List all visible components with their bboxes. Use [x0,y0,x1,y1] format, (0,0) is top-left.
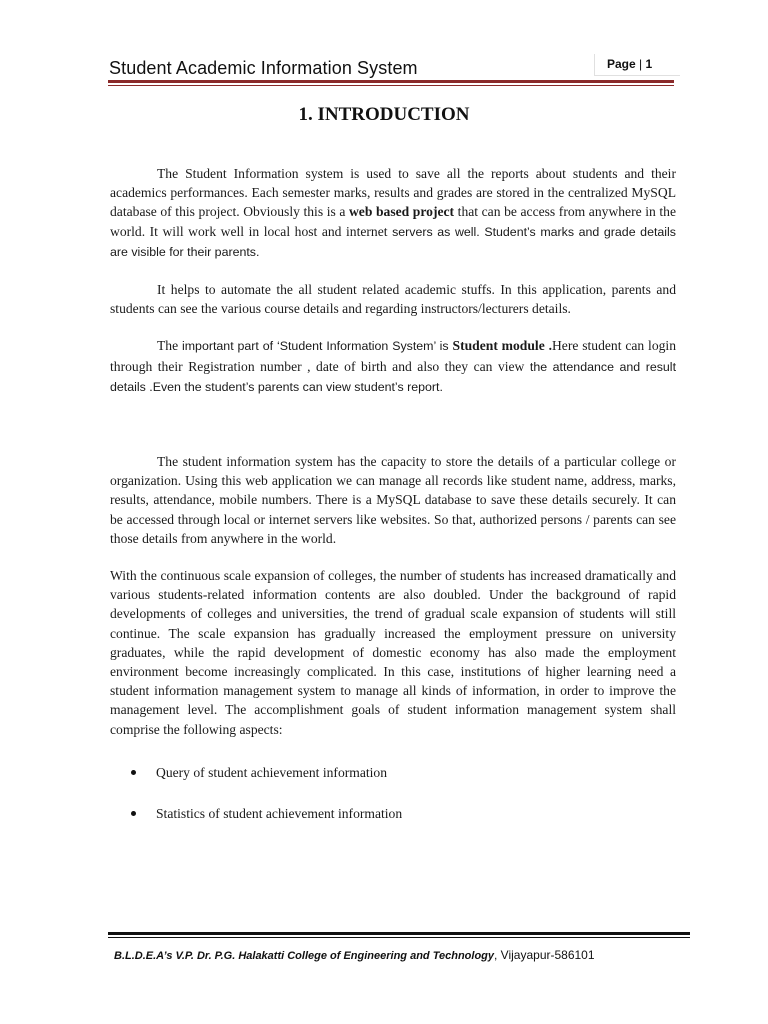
bullet-icon [131,770,136,775]
header-rule-thick [108,80,674,83]
section-heading: 1. INTRODUCTION [298,104,470,125]
paragraph-3-text-b: important part of ‘Student Information System’ is [181,339,453,354]
paragraph-3-bold: Student module . [452,338,552,354]
bullet-list [110,763,676,823]
footer-location: , Vijayapur-586101 [494,948,595,962]
page-separator: | [639,57,643,71]
page-label: Page [607,57,636,71]
page-number-box [594,54,680,76]
list-item [110,804,676,823]
paragraph-5: With the continuous scale expansion of colleges, the number of students has increased dramatically and various students-related information contents are also doubled. Under the background of rapid developments of colleges and universities, the trend of gradual scale expansion of students will still continue. The scale expansion has gradually increased the employment pressure on university graduates, while the rapid development of domestic economy has also made the employment environment become increasingly complicated. In this case, institutions of higher learning need a student information management system to manage all kinds of information, in order to improve the management level. The accomplishment goals of student information management system shall comprise the following aspects: [110,568,676,737]
bullet-icon [131,811,136,816]
list-item-text: Statistics of student achievement information [156,805,403,821]
footer-institution: B.L.D.E.A’s V.P. Dr. P.G. Halakatti College of Engineering and Technology [114,950,495,962]
footer-rule-thin [108,937,690,938]
paragraph-3 [110,336,676,397]
document-body [110,164,676,823]
paragraph-1-bold: web based project [348,204,455,220]
document-footer [114,948,714,962]
paragraph-1-text-b: that can be access from anywhere in the world. It will work well in local host and internet [110,204,676,239]
paragraph-4: The student information system has the capacity to store the details of a particular college or organization. Using this web application we can manage all records like student name, address, marks, results, attendance, mobile numbers. There is a MySQL database to save these details securely. It can be accessed through local or internet servers like websites. So that, authorized persons / parents can see those details from anywhere in the world. [110,454,676,546]
list-item-text: Query of student achievement information [156,764,388,780]
list-item [110,763,676,782]
header-rule-thin [108,85,674,86]
paragraph-1-text-a: The Student Information system is used to save all the reports about students and their academics performances. Each semester marks, results and grades are stored in the centralized MySQL database of this project. Obviously this is a [110,166,676,220]
footer-rule-thick [108,932,690,935]
paragraph-3-text-d: the attendance and result details .Even the student’s parents can view student’s report. [110,359,677,394]
document-header-title: Student Academic Information System [109,58,418,78]
page-number: 1 [645,57,653,71]
paragraph-3-text-a: The [157,338,182,354]
paragraph-2: It helps to automate the all student related academic stuffs. In this application, parents and students can see the various course details and regarding instructors/lecturers details. [110,282,676,317]
paragraph-1 [110,164,676,262]
paragraph-3-text-c: Here student can login through their Registration number , date of birth and also they can view [110,338,676,374]
paragraph-1-text-c: servers as well. Student’s marks and grade details are visible for their parents. [110,224,676,259]
